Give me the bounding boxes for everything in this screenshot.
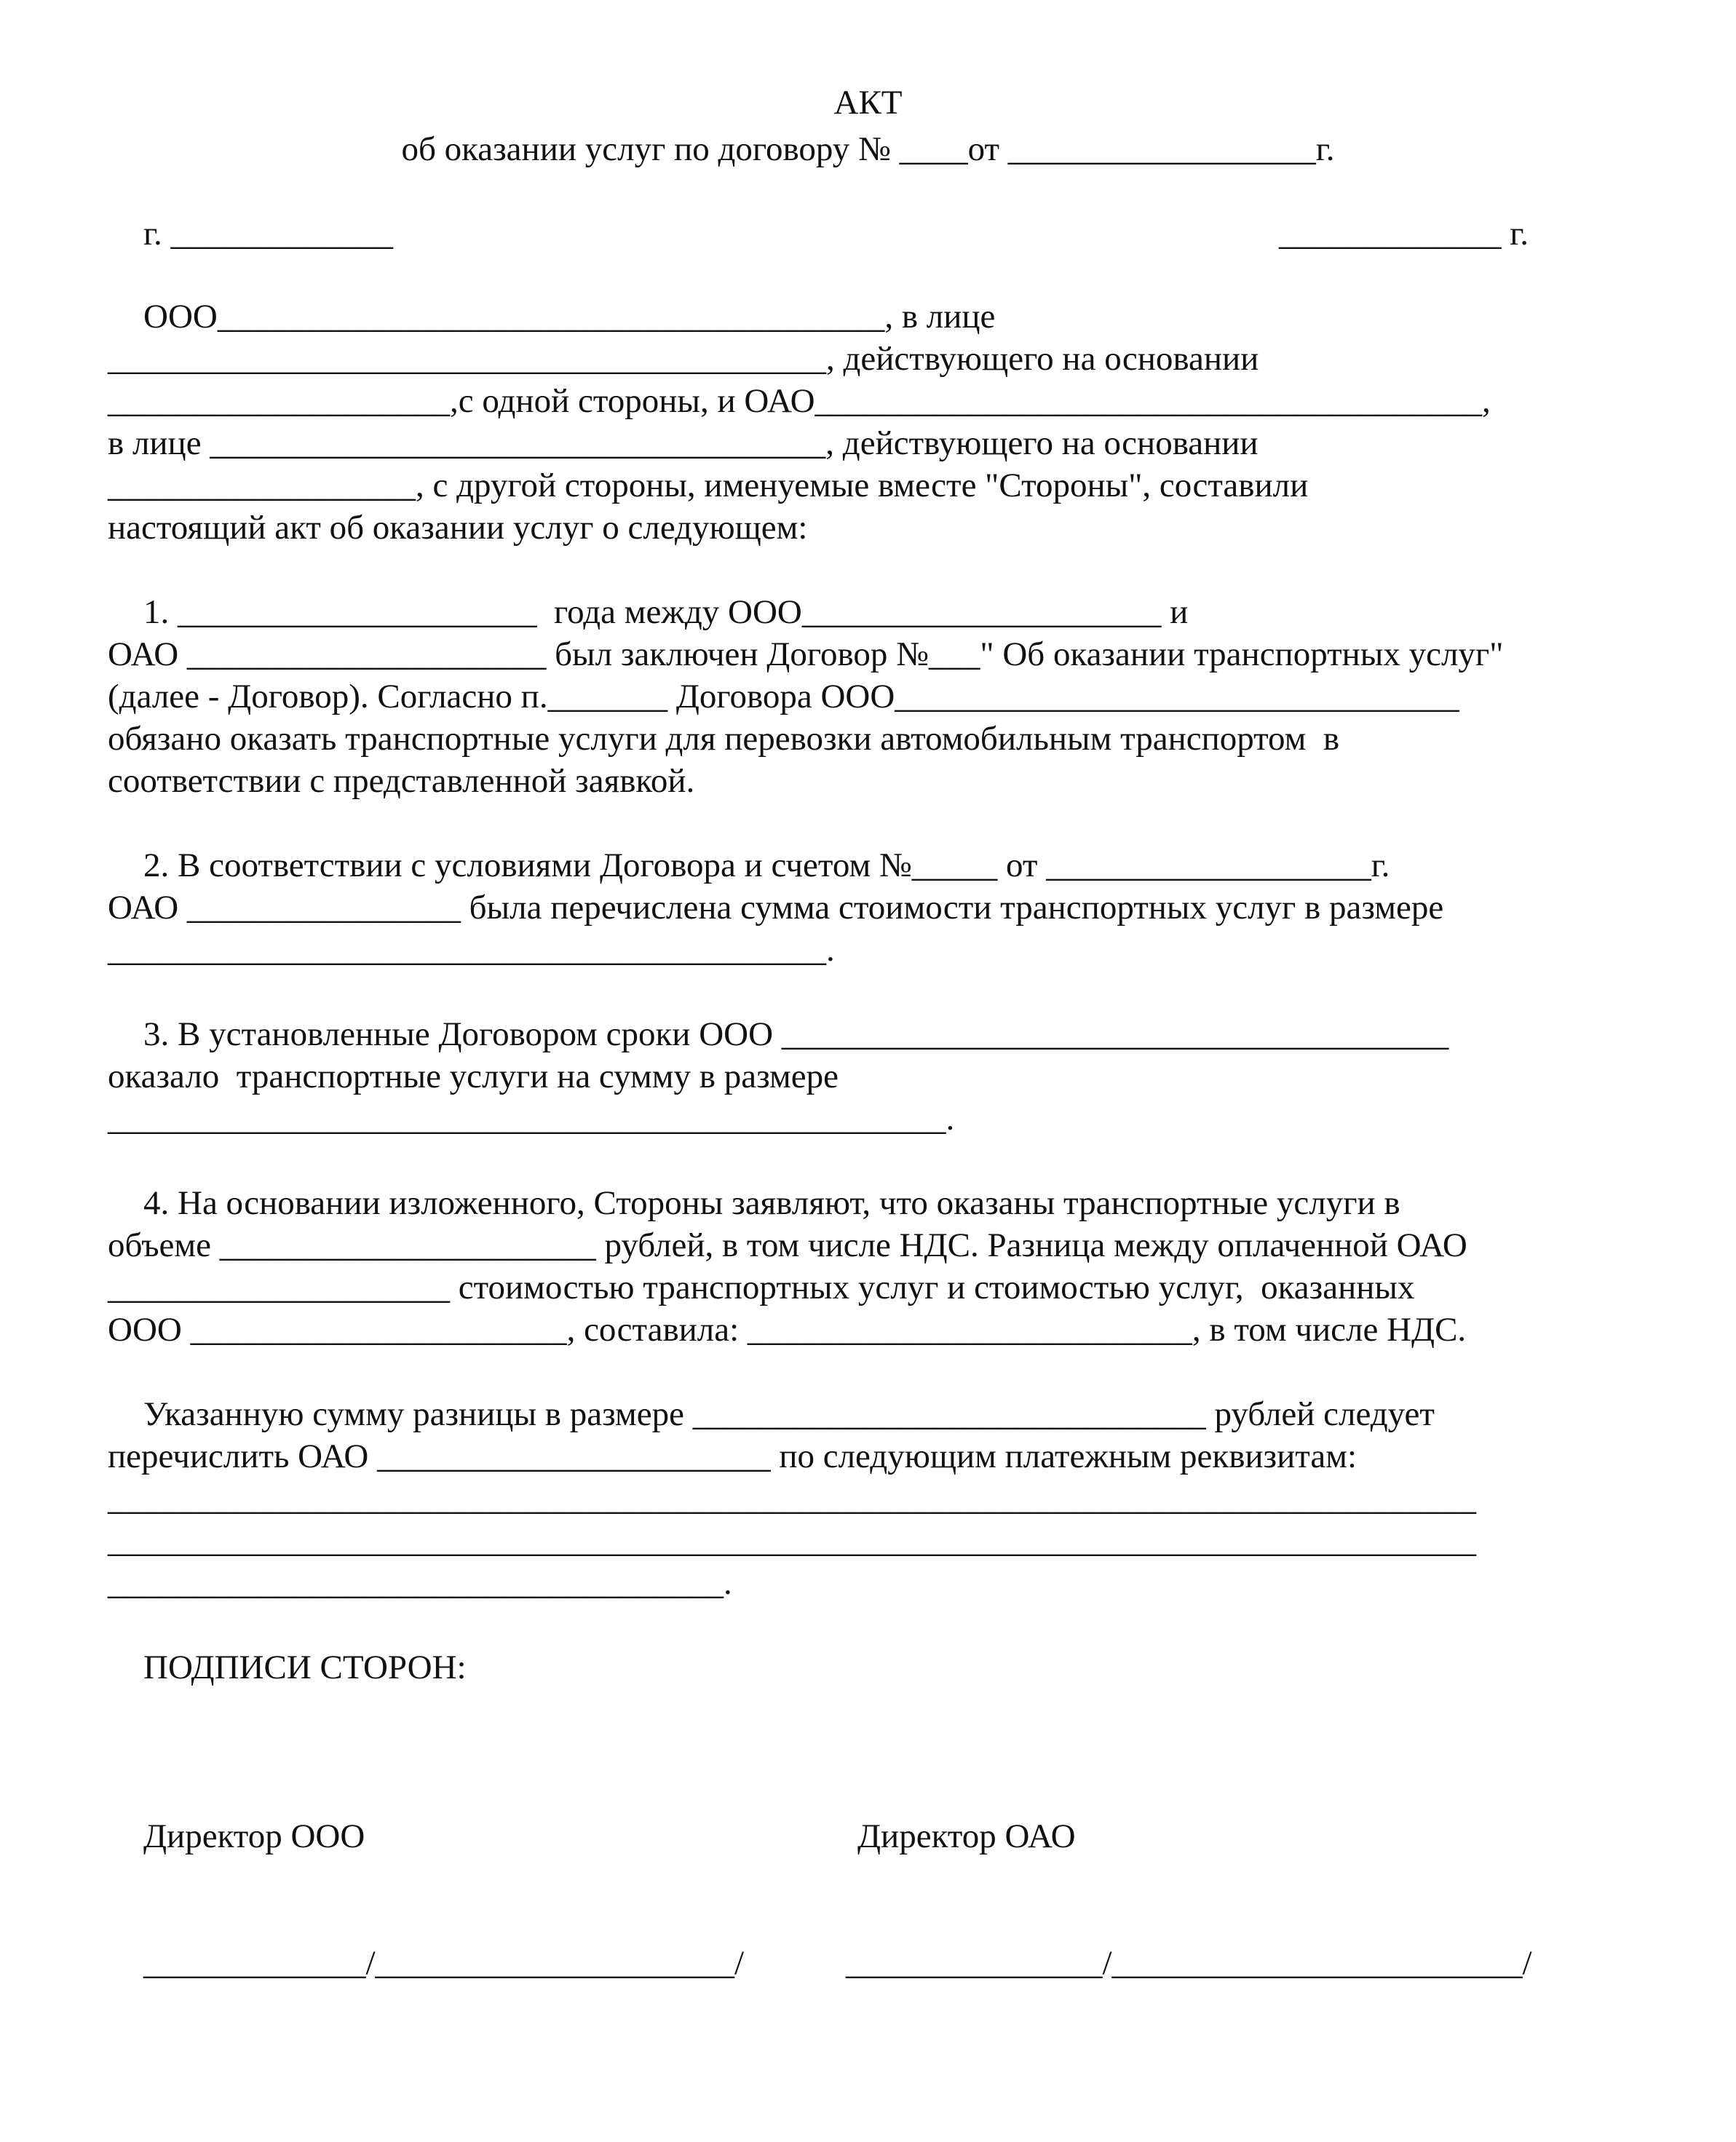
section-4-line: объеме ______________________ рублей, в том числе НДС. Разница между оплаченной ОАО bbox=[108, 1226, 1467, 1264]
section-4-line: ООО ______________________, составила: __________________________, в том числе НДС. bbox=[108, 1311, 1467, 1349]
signatures-heading: ПОДПИСИ СТОРОН: bbox=[143, 1649, 467, 1686]
section-4-line: ____________________ стоимостью транспортных услуг и стоимостью услуг, оказанных bbox=[108, 1269, 1415, 1306]
section-5-line: ________________________________________________________________________________ bbox=[108, 1522, 1476, 1560]
director-oao-title: Директор ОАО bbox=[857, 1817, 1076, 1855]
document-title: АКТ bbox=[833, 84, 903, 122]
section-1-line: (далее - Договор). Согласно п._______ Договора ООО_________________________________ bbox=[108, 678, 1459, 715]
section-1-line: 1. _____________________ года между ООО_____________________ и bbox=[143, 593, 1189, 631]
section-4-line: 4. На основании изложенного, Стороны заявляют, что оказаны транспортные услуги в bbox=[143, 1184, 1400, 1222]
intro-line: ____________________,с одной стороны, и ОАО_______________________________________, bbox=[108, 382, 1491, 420]
section-5-line: ____________________________________. bbox=[108, 1564, 732, 1602]
director-ooo-title: Директор ООО bbox=[143, 1817, 365, 1855]
section-5-line: ________________________________________________________________________________ bbox=[108, 1480, 1476, 1518]
intro-line: настоящий акт об оказании услуг о следующем: bbox=[108, 509, 808, 547]
director-oao-signature-line: _______________/________________________/ bbox=[846, 1944, 1532, 1982]
intro-line: __________________________________________, действующего на основании bbox=[108, 340, 1259, 378]
section-1-line: соответствии с представленной заявкой. bbox=[108, 762, 695, 800]
section-2-line: 2. В соответствии с условиями Договора и счетом №_____ от ___________________г. bbox=[143, 846, 1390, 884]
section-3-line: оказало транспортные услуги на сумму в размере bbox=[108, 1058, 839, 1095]
document-subtitle: об оказании услуг по договору № ____от __________________г. bbox=[401, 130, 1335, 168]
director-ooo-signature-line: _____________/_____________________/ bbox=[143, 1944, 745, 1982]
place-line: г. _____________ bbox=[143, 215, 393, 253]
section-3-line: _________________________________________________. bbox=[108, 1100, 955, 1138]
intro-line: ООО_______________________________________, в лице bbox=[143, 298, 996, 336]
section-2-line: __________________________________________. bbox=[108, 931, 835, 969]
section-1-line: обязано оказать транспортные услуги для перевозки автомобильным транспортом в bbox=[108, 720, 1340, 758]
section-5-line: Указанную сумму разницы в размере ______________________________ рублей следует bbox=[143, 1395, 1435, 1433]
intro-line: __________________, с другой стороны, именуемые вместе "Стороны", составили bbox=[108, 467, 1309, 504]
intro-line: в лице ____________________________________, действующего на основании bbox=[108, 424, 1259, 462]
section-2-line: ОАО ________________ была перечислена сумма стоимости транспортных услуг в размере bbox=[108, 889, 1444, 927]
section-3-line: 3. В установленные Договором сроки ООО _______________________________________ bbox=[143, 1015, 1449, 1053]
section-1-line: ОАО _____________________ был заключен Договор №___" Об оказании транспортных услуг" bbox=[108, 635, 1504, 673]
date-line: _____________ г. bbox=[1279, 215, 1529, 253]
section-5-line: перечислить ОАО _______________________ по следующим платежным реквизитам: bbox=[108, 1437, 1358, 1475]
